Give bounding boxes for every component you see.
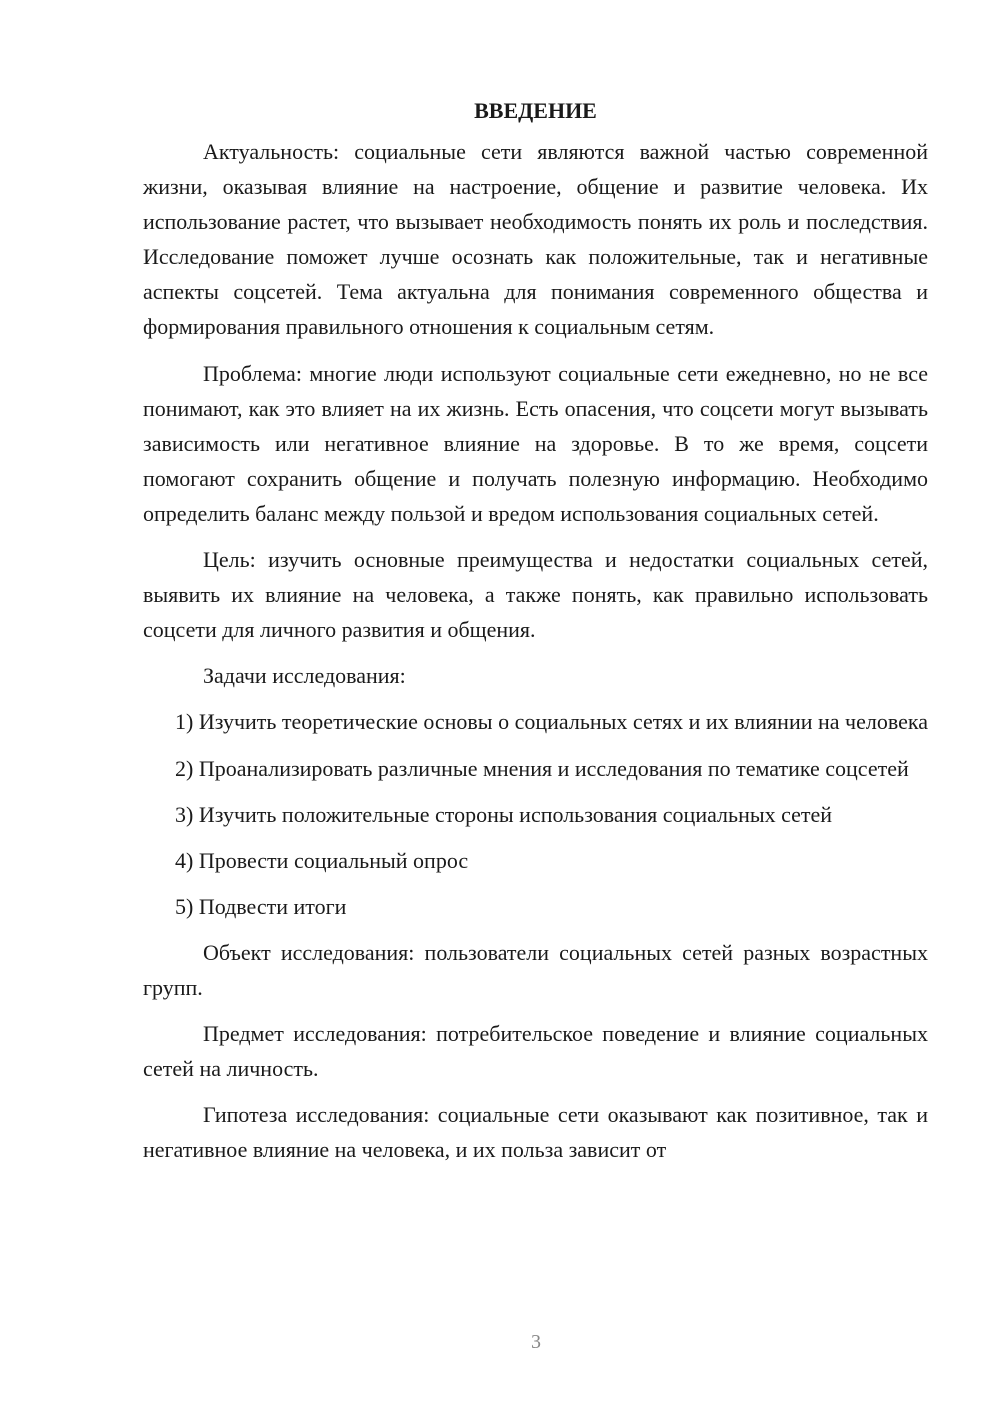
- hypothesis-paragraph: Гипотеза исследования: социальные сети оказывают как позитивное, так и негативное влияние на человека, и их польза зависит от: [143, 1102, 928, 1163]
- subject-paragraph: Предмет исследования: потребительское поведение и влияние социальных сетей на личность.: [143, 1021, 928, 1082]
- goal-paragraph: Цель: изучить основные преимущества и недостатки социальных сетей, выявить их влияние на человека, а также понять, как правильно использовать соцсети для личного развития и общения.: [143, 547, 928, 643]
- task-item-4: 4) Провести социальный опрос: [175, 847, 469, 873]
- task-item-2: 2) Проанализировать различные мнения и исследования по тематике соцсетей: [175, 755, 909, 781]
- task-item-1: 1) Изучить теоретические основы о социальных сетях и их влиянии на человека: [175, 709, 928, 735]
- problem-paragraph: Проблема: многие люди используют социальные сети ежедневно, но не все понимают, как это влияет на их жизнь. Есть опасения, что соцсети могут вызывать зависимость или негативное влияние на здоровье. В то же время, соцсети помогают сохранить общение и получать полезную информацию. Необходимо определить баланс между пользой и вредом использования социальных сетей.: [143, 360, 928, 526]
- document-page: [143, 94, 928, 1178]
- task-item-3: 3) Изучить положительные стороны использования социальных сетей: [175, 801, 833, 827]
- page-number: 3: [531, 1331, 541, 1353]
- task-item-5: 5) Подвести итоги: [175, 893, 347, 919]
- tasks-heading: Задачи исследования:: [203, 663, 406, 689]
- page-title: ВВЕДЕНИЕ: [474, 98, 597, 123]
- object-paragraph: Объект исследования: пользователи социальных сетей разных возрастных групп.: [143, 939, 928, 1000]
- relevance-paragraph: Актуальность: социальные сети являются важной частью современной жизни, оказывая влияние на настроение, общение и развитие человека. Их использование растет, что вызывает необходимость понять их роль и последствия. Исследование поможет лучше осознать как положительные, так и негативные аспекты соцсетей. Тема актуальна для понимания современного общества и формирования правильного отношения к социальным сетям.: [143, 139, 928, 340]
